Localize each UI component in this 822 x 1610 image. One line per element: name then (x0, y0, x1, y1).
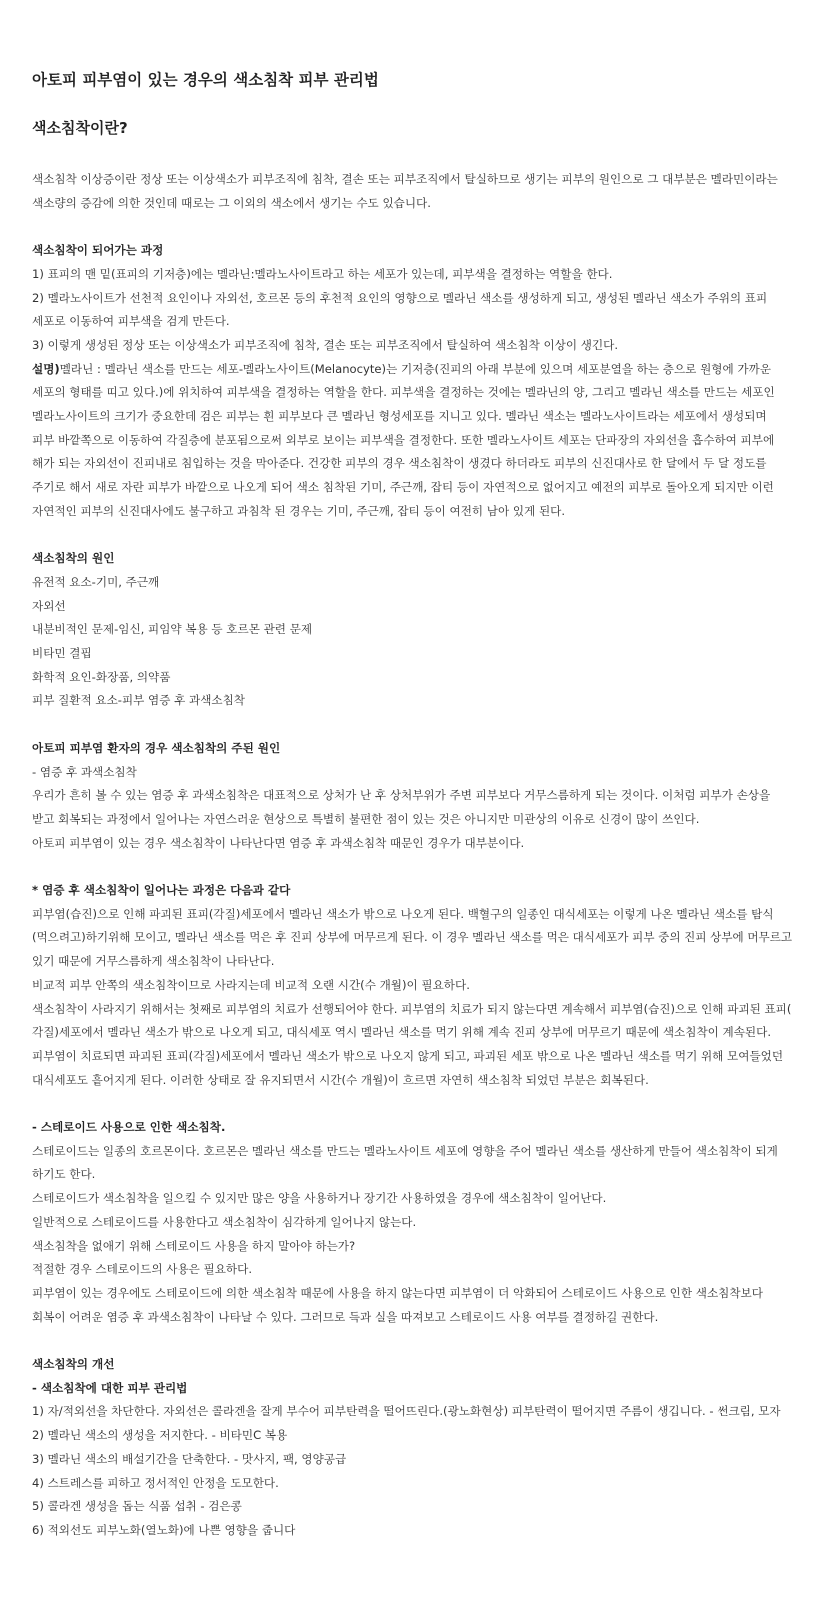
body-line (32, 381, 792, 405)
paragraph-spacer (32, 1092, 792, 1116)
body-line-text: 4) 스트레스를 피하고 정서적인 안정을 도모한다. (32, 1475, 279, 1490)
body-line (32, 192, 792, 216)
body-line (32, 784, 792, 808)
body-line (32, 926, 792, 950)
body-line (32, 1519, 792, 1543)
body-line (32, 334, 792, 358)
body-line-text: 자외선 (32, 598, 66, 613)
body-line-text: 세포로 이동하여 피부색을 검게 만든다. (32, 314, 230, 329)
body-line (32, 1306, 792, 1330)
body-line (32, 287, 792, 311)
body-line-text: 피부 바깥쪽으로 이동하여 각질층에 분포됨으로써 외부로 보이는 피부색을 결정한다. 또한 멜라노사이트 세포는 단파장의 자외선을 흡수하여 피부에 (32, 432, 775, 447)
body-line-text: 색소침착 이상증이란 정상 또는 이상색소가 피부조직에 침착, 결손 또는 피부조직에서 탈실하므로 생기는 피부의 원인으로 그 대부분은 멜라민이라는 (32, 172, 778, 186)
body-line-text: 대식세포도 흩어지게 된다. 이러한 상태로 잘 유지되면서 시간(수 개월)이 흐르면 자연히 색소침착 되었던 부분은 회복된다. (32, 1072, 649, 1087)
body-line (32, 1424, 792, 1448)
body-line (32, 1282, 792, 1306)
body-line (32, 1187, 792, 1211)
body-line (32, 1400, 792, 1424)
body-line (32, 832, 792, 856)
article-subtitle: 색소침착이란? (32, 119, 128, 137)
body-line (32, 1495, 792, 1519)
body-line-text: 피부염(습진)으로 인해 파괴된 표피(각질)세포에서 멜라닌 색소가 밖으로 나오게 된다. 백혈구의 일종인 대식세포는 이렇게 나온 멜라닌 색소를 탐식 (32, 906, 774, 921)
body-line-text: 색소침착이 사라지기 위해서는 첫째로 피부염의 치료가 선행되어야 한다. 피부염의 치료가 되지 않는다면 계속해서 피부염(습진)으로 인해 파괴된 표피( (32, 1001, 792, 1016)
section-heading-text: - 스테로이드 사용으로 인한 색소침착. (32, 1120, 226, 1135)
body-line (32, 1163, 792, 1187)
body-line-text: 유전적 요소-기미, 주근깨 (32, 574, 160, 589)
body-line (32, 476, 792, 500)
body-line-text: 화학적 요인-화장품, 의약품 (32, 669, 171, 684)
section-heading (32, 547, 792, 571)
section-heading (32, 1353, 792, 1377)
body-line (32, 1258, 792, 1282)
body-line-text: 색소침착을 없애기 위해 스테로이드 사용을 하지 말아야 하는가? (32, 1238, 356, 1253)
body-line-text: 2) 멜라닌 색소의 생성을 저지한다. - 비타민C 복용 (32, 1428, 288, 1443)
body-line-text: 해가 되는 자외선이 진피내로 침입하는 것을 막아준다. 건강한 피부의 경우 색소침착이 생겼다 하더라도 피부의 신진대사로 한 달에서 두 달 정도를 (32, 456, 767, 471)
body-line (32, 808, 792, 832)
body-line (32, 1140, 792, 1164)
body-line-text: 스테로이드는 일종의 호르몬이다. 호르몬은 멜라닌 색소를 만드는 멜라노사이트 세포에 영향을 주어 멜라닌 색소를 생산하게 만들어 색소침착이 되게 (32, 1143, 778, 1158)
body-line-text: 1) 표피의 맨 밑(표피의 기저층)에는 멜라닌:멜라노사이트라고 하는 세포가 있는데, 피부색을 결정하는 역할을 한다. (32, 266, 613, 281)
body-line (32, 1021, 792, 1045)
body-line (32, 1448, 792, 1472)
body-line-text: 자연적인 피부의 신진대사에도 불구하고 과침착 된 경우는 기미, 주근깨, 잡티 등이 여전히 남아 있게 된다. (32, 503, 566, 518)
body-line (32, 950, 792, 974)
body-line (32, 666, 792, 690)
section-heading (32, 239, 792, 263)
paragraph-spacer (32, 1329, 792, 1353)
body-line (32, 974, 792, 998)
section-heading-text: 색소침착이 되어가는 과정 (32, 243, 164, 258)
section-heading-text: - 색소침착에 대한 피부 관리법 (32, 1380, 188, 1395)
body-line-text: (먹으려고)하기위해 모이고, 멜라닌 색소를 먹은 후 진피 상부에 머무르게 된다. 이 경우 멜라닌 색소를 먹은 대식세포가 피부 중의 진피 상부에 머무르고 (32, 930, 793, 945)
body-line-text: 6) 적외선도 피부노화(열노화)에 나쁜 영향을 줍니다 (32, 1522, 296, 1537)
body-line (32, 263, 792, 287)
body-line (32, 689, 792, 713)
article-body (32, 168, 792, 1543)
section-heading (32, 1377, 792, 1401)
body-line (32, 903, 792, 927)
body-line (32, 1069, 792, 1093)
section-heading-text: 색소침착의 개선 (32, 1357, 115, 1372)
paragraph-spacer (32, 855, 792, 879)
body-line (32, 168, 792, 192)
body-line-text: 색소량의 증감에 의한 것인데 때로는 그 이외의 색소에서 생기는 수도 있습니다. (32, 195, 431, 210)
body-line-text: 비타민 결핍 (32, 646, 92, 661)
inline-label: 설명) (32, 361, 60, 376)
paragraph-spacer (32, 713, 792, 737)
article-title: 아토피 피부염이 있는 경우의 색소침착 피부 관리법 (32, 71, 379, 89)
body-line (32, 452, 792, 476)
body-line-text: 각질)세포에서 멜라닌 색소가 밖으로 나오게 되고, 대식세포 역시 멜라닌 색소를 먹기 위해 계속 진피 상부에 머무르기 때문에 색소침착이 계속된다. (32, 1025, 772, 1040)
body-line-text: 받고 회복되는 과정에서 일어나는 자연스러운 현상으로 특별히 불편한 점이 있는 것은 아니지만 미관상의 이유로 신경이 많이 쓰인다. (32, 811, 700, 826)
section-heading (32, 879, 792, 903)
body-line-text: - 염증 후 과색소침착 (32, 764, 137, 779)
section-heading (32, 737, 792, 761)
body-line (32, 571, 792, 595)
body-line (32, 429, 792, 453)
section-heading-text: 아토피 피부염 환자의 경우 색소침착의 주된 원인 (32, 740, 281, 755)
body-line-text: 세포의 형태를 띠고 있다.)에 위치하여 피부색을 결정하는 역할을 한다. 피부색을 결정하는 것에는 멜라닌의 양, 그리고 멜라닌 색소를 만드는 세포인 (32, 385, 775, 400)
body-line (32, 1211, 792, 1235)
body-line (32, 998, 792, 1022)
body-line-text: 스테로이드가 색소침착을 일으킬 수 있지만 많은 양을 사용하거나 장기간 사용하였을 경우에 색소침착이 일어난다. (32, 1191, 607, 1206)
body-line-text: 피부 질환적 요소-피부 염증 후 과색소침착 (32, 693, 246, 708)
body-line (32, 618, 792, 642)
body-line-text: 3) 멜라닌 색소의 배설기간을 단축한다. - 맛사지, 팩, 영양공급 (32, 1451, 347, 1466)
body-line (32, 310, 792, 334)
body-line-text: 적절한 경우 스테로이드의 사용은 필요하다. (32, 1262, 253, 1277)
body-line-text: 2) 멜라노사이트가 선천적 요인이나 자외선, 호르몬 등의 후천적 요인의 영향으로 멜라닌 색소를 생성하게 되고, 생성된 멜라닌 색소가 주위의 표피 (32, 290, 768, 305)
body-line (32, 642, 792, 666)
section-heading-text: 색소침착의 원인 (32, 551, 115, 566)
body-line (32, 358, 792, 382)
body-line (32, 595, 792, 619)
body-line-text: 하기도 한다. (32, 1167, 96, 1182)
body-line-text: 비교적 피부 안쪽의 색소침착이므로 사라지는데 비교적 오랜 시간(수 개월)이 필요하다. (32, 977, 470, 992)
section-heading (32, 1116, 792, 1140)
body-line (32, 1472, 792, 1496)
body-line (32, 761, 792, 785)
section-heading-text: * 염증 후 색소침착이 일어나는 과정은 다음과 같다 (32, 883, 291, 898)
paragraph-spacer (32, 524, 792, 548)
paragraph-spacer (32, 215, 792, 239)
body-line (32, 500, 792, 524)
body-line-text: 회복이 어려운 염증 후 과색소침착이 나타날 수 있다. 그러므로 득과 실을 따져보고 스테로이드 사용 여부를 결정하길 권한다. (32, 1309, 659, 1324)
body-line-text: 1) 자/적외선을 차단한다. 자외선은 콜라겐을 잘게 부수어 피부탄력을 떨어뜨린다.(광노화현상) 피부탄력이 떨어지면 주름이 생깁니다. - 썬크림, 모자 (32, 1404, 781, 1419)
body-line (32, 405, 792, 429)
body-line (32, 1045, 792, 1069)
body-line (32, 1235, 792, 1259)
body-line-text: 일반적으로 스테로이드를 사용한다고 색소침착이 심각하게 일어나지 않는다. (32, 1214, 417, 1229)
body-line-text: 5) 콜라겐 생성을 돕는 식품 섭취 - 검은콩 (32, 1499, 242, 1514)
body-line-text: 있기 때문에 거무스름하게 색소침착이 나타난다. (32, 954, 275, 969)
body-line-text: 멜라노사이트의 크기가 중요한데 검은 피부는 흰 피부보다 큰 멜라닌 형성세포를 지니고 있다. 멜라닌 색소는 멜라노사이트라는 세포에서 생성되며 (32, 409, 767, 424)
body-line-text: 주기로 해서 새로 자란 피부가 바깥으로 나오게 되어 색소 침착된 기미, 주근깨, 잡티 등이 자연적으로 없어지고 예전의 피부로 돌아오게 되지만 이런 (32, 480, 774, 495)
body-line-text: 3) 이렇게 생성된 정상 또는 이상색소가 피부조직에 침착, 결손 또는 피부조직에서 탈실하여 색소침착 이상이 생긴다. (32, 337, 619, 352)
body-line-text: 우리가 흔히 볼 수 있는 염증 후 과색소침착은 대표적으로 상처가 난 후 상처부위가 주변 피부보다 거무스름하게 되는 것이다. 이처럼 피부가 손상을 (32, 788, 771, 803)
body-line-text: 피부염이 치료되면 파괴된 표피(각질)세포에서 멜라닌 색소가 밖으로 나오지 않게 되고, 파괴된 세포 밖으로 나온 멜라닌 색소를 먹기 위해 모여들었던 (32, 1048, 784, 1063)
body-line-text: 피부염이 있는 경우에도 스테로이드에 의한 색소침착 때문에 사용을 하지 않는다면 피부염이 더 악화되어 스테로이드 사용으로 인한 색소침착보다 (32, 1285, 763, 1300)
body-line-text: 내분비적인 문제-임신, 피임약 복용 등 호르몬 관련 문제 (32, 622, 313, 637)
body-line-text: 아토피 피부염이 있는 경우 색소침착이 나타난다면 염증 후 과색소침착 때문인 경우가 대부분이다. (32, 835, 525, 850)
body-line-text: 멜라닌 : 멜라닌 색소를 만드는 세포-멜라노사이트(Melanocyte)는 기저층(진피의 아래 부분에 있으며 세포분열을 하는 층으로 원형에 가까운 (59, 361, 771, 376)
